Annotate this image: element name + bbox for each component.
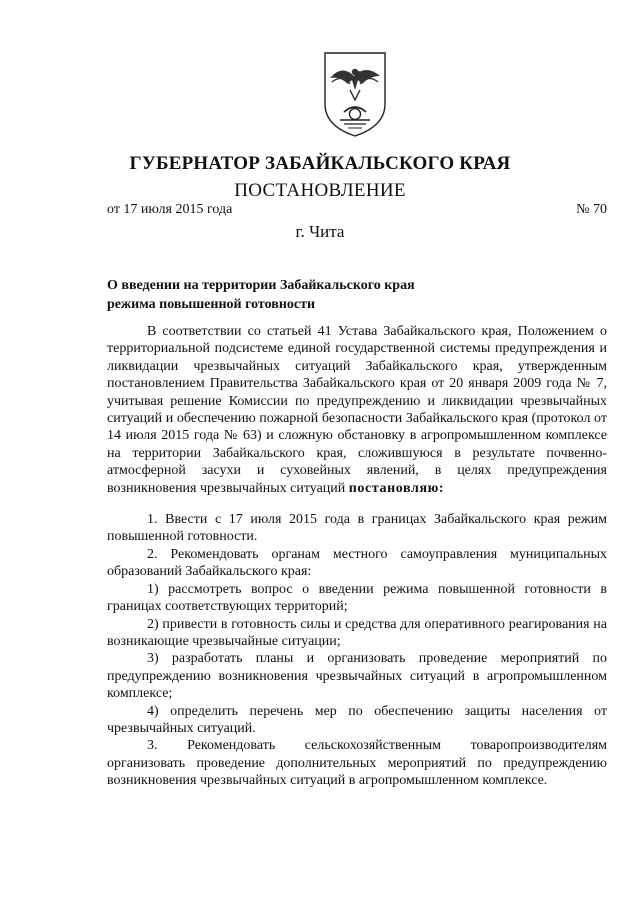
document-number: № 70 xyxy=(576,202,607,217)
clause-2-item-2: 2) привести в готовность силы и средства для оперативного реагирования на возникающие чрезвычайные ситуации; xyxy=(107,616,607,649)
document-subject xyxy=(107,276,507,314)
clause-2: 2. Рекомендовать органам местного самоуправления муниципальных образований Забайкальского края: xyxy=(107,546,607,580)
document-city: г. Чита xyxy=(295,222,345,241)
preamble-paragraph xyxy=(107,323,607,497)
coat-of-arms-icon xyxy=(322,50,388,138)
preamble-text: В соответствии со статьей 41 Устава Забайкальского края, Положением о территориальной подсистеме единой государственной системы предупреждения и ликвидации чрезвычайных ситуаций Забайкальского края, утвержденным постановлением Правительства Забайкальского края от 20 января 2009 года № 7, учитывая решение Комиссии по предупреждению и ликвидации чрезвычайных ситуаций и обеспечению пожарной безопасности Забайкальского края (протокол от 14 июля 2015 года № 63) и сложную обстановку в агропромышленном комплексе на территории Забайкальского края, сложившуюся в результате почвенно-атмосферной засухи и суховейных явлений, в целях предупреждения возникновения чрезвычайных ситуаций xyxy=(107,324,607,496)
document-type: ПОСТАНОВЛЕНИЕ xyxy=(234,180,406,201)
document-date: от 17 июля 2015 года xyxy=(107,202,233,217)
subject-line-2: режима повышенной готовности xyxy=(107,297,316,312)
clause-2-item-3: 3) разработать планы и организовать проведение мероприятий по предупреждению возникновения чрезвычайных ситуаций в агропромышленном комплексе; xyxy=(107,651,607,702)
issuing-authority: ГУБЕРНАТОР ЗАБАЙКАЛЬСКОГО КРАЯ xyxy=(129,153,511,174)
clause-2-item-4: 4) определить перечень мер по обеспечению защиты населения от чрезвычайных ситуаций. xyxy=(107,703,607,736)
clause-3: 3. Рекомендовать сельскохозяйственным товаропроизводителям организовать проведение дополнительных мероприятий по предупреждению возникновения чрезвычайных ситуаций в агропромышленном комплексе. xyxy=(107,738,607,789)
document-body xyxy=(107,323,607,790)
preamble-keyword: постановляю: xyxy=(348,480,445,496)
coat-of-arms-graphic xyxy=(322,50,388,138)
clause-1: 1. Ввести с 17 июля 2015 года в границах Забайкальского края режим повышенной готовности. xyxy=(107,512,607,545)
clause-2-item-1: 1) рассмотреть вопрос о введении режима повышенной готовности в границах соответствующих территорий; xyxy=(107,581,607,615)
subject-line-1: О введении на территории Забайкальского края xyxy=(107,278,415,293)
